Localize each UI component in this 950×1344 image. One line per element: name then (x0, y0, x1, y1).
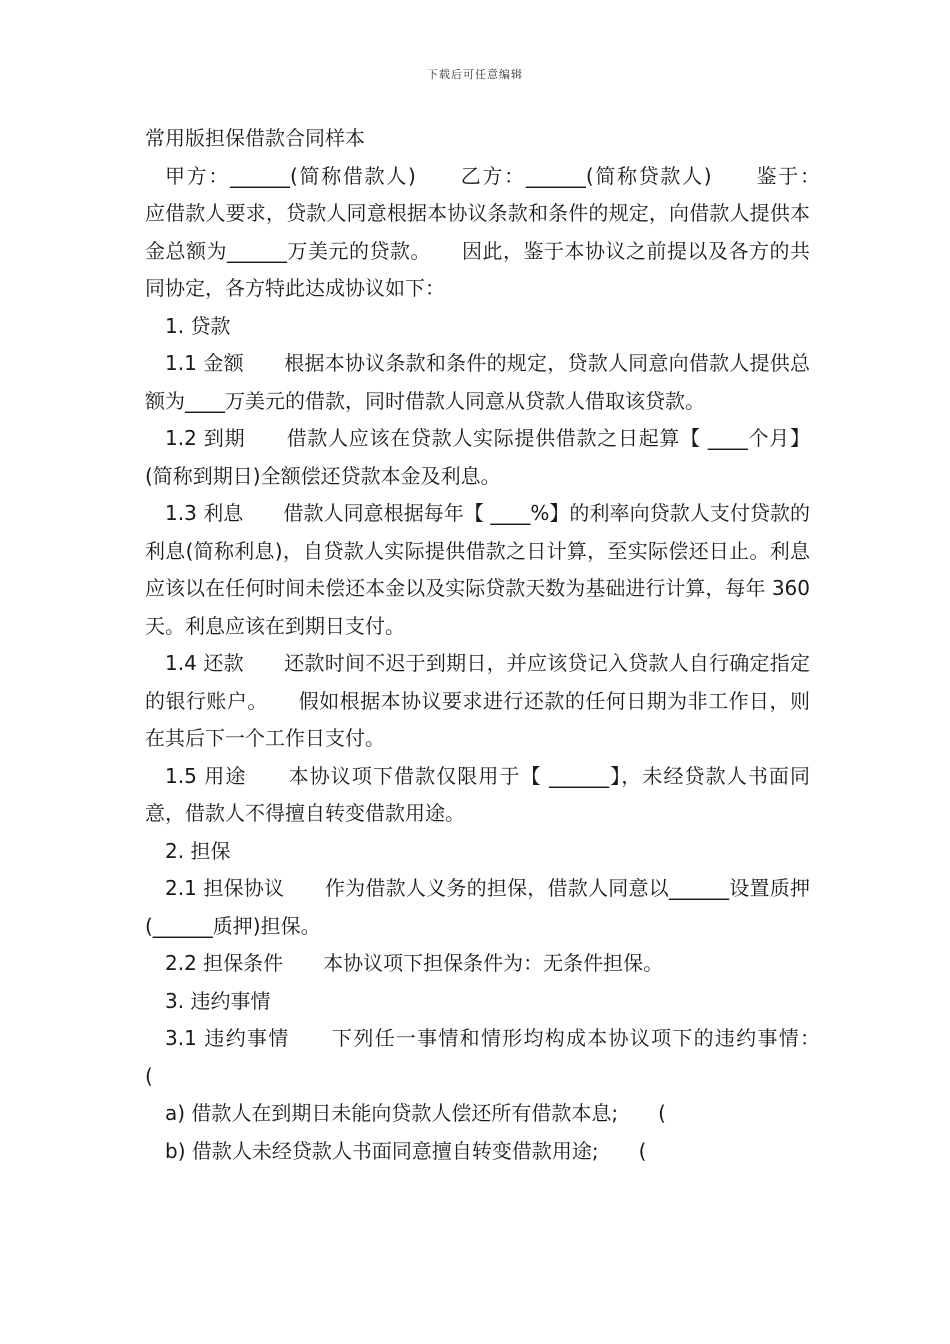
clause-2-1-guarantee-agreement: 2.1 担保协议 作为借款人义务的担保，借款人同意以______设置质押(______质押)担保。 (145, 876, 810, 938)
paragraph-preamble: 甲方：______(简称借款人) 乙方：______(简称贷款人) 鉴于： 应借款人要求，贷款人同意根据本协议条款和条件的规定，向借款人提供本金总额为______万美元的贷款。 因此，鉴于本协议之前提以及各方的共同协定，各方特此达成协议如下： (145, 163, 850, 300)
clause-3-1-default-events: 3.1 违约事情 下列任一事情和情形均构成本协议项下的违约事情： ( (145, 1026, 850, 1088)
default-item-b: b) 借款人未经贷款人书面同意擅自转变借款用途; ( (165, 1138, 647, 1163)
document-body (145, 120, 850, 1170)
clause-1-2-maturity: 1.2 到期 借款人应该在贷款人实际提供借款之日起算【 ____个月】(简称到期日)全额偿还贷款本金及利息。 (145, 426, 810, 488)
default-item-a: a) 借款人在到期日未能向贷款人偿还所有借款本息; ( (165, 1101, 666, 1125)
clause-1-4-repayment: 1.4 还款 还款时间不迟于到期日，并应该贷记入贷款人自行确定指定的银行账户。 假如根据本协议要求进行还款的任何日期为非工作日，则在其后下一个工作日支付。 (145, 651, 810, 750)
page-header-note: 下载后可任意编辑 (427, 68, 523, 81)
clause-1-1-amount: 1.1 金额 根据本协议条款和条件的规定，贷款人同意向借款人提供总额为____万美元的借款，同时借款人同意从贷款人借取该贷款。 (145, 351, 810, 413)
section-heading-default-events: 3. 违约事情 (165, 988, 271, 1013)
document-title: 常用版担保借款合同样本 (145, 126, 365, 150)
clause-1-3-interest: 1.3 利息 借款人同意根据每年【 ____%】的利率向贷款人支付贷款的利息(简称利息)，自贷款人实际提供借款之日计算，至实际偿还日止。利息应该以在任何时间未偿还本金以及实际贷款天数为基础进行计算，每年 360 天。利息应该在到期日支付。 (145, 501, 810, 638)
section-heading-guarantee: 2. 担保 (165, 838, 231, 863)
clause-1-5-purpose: 1.5 用途 本协议项下借款仅限用于【 ______】，未经贷款人书面同意，借款人不得擅自转变借款用途。 (145, 763, 810, 825)
clause-2-2-guarantee-conditions: 2.2 担保条件 本协议项下担保条件为：无条件担保。 (165, 951, 664, 975)
section-heading-loan: 1. 贷款 (165, 313, 231, 338)
